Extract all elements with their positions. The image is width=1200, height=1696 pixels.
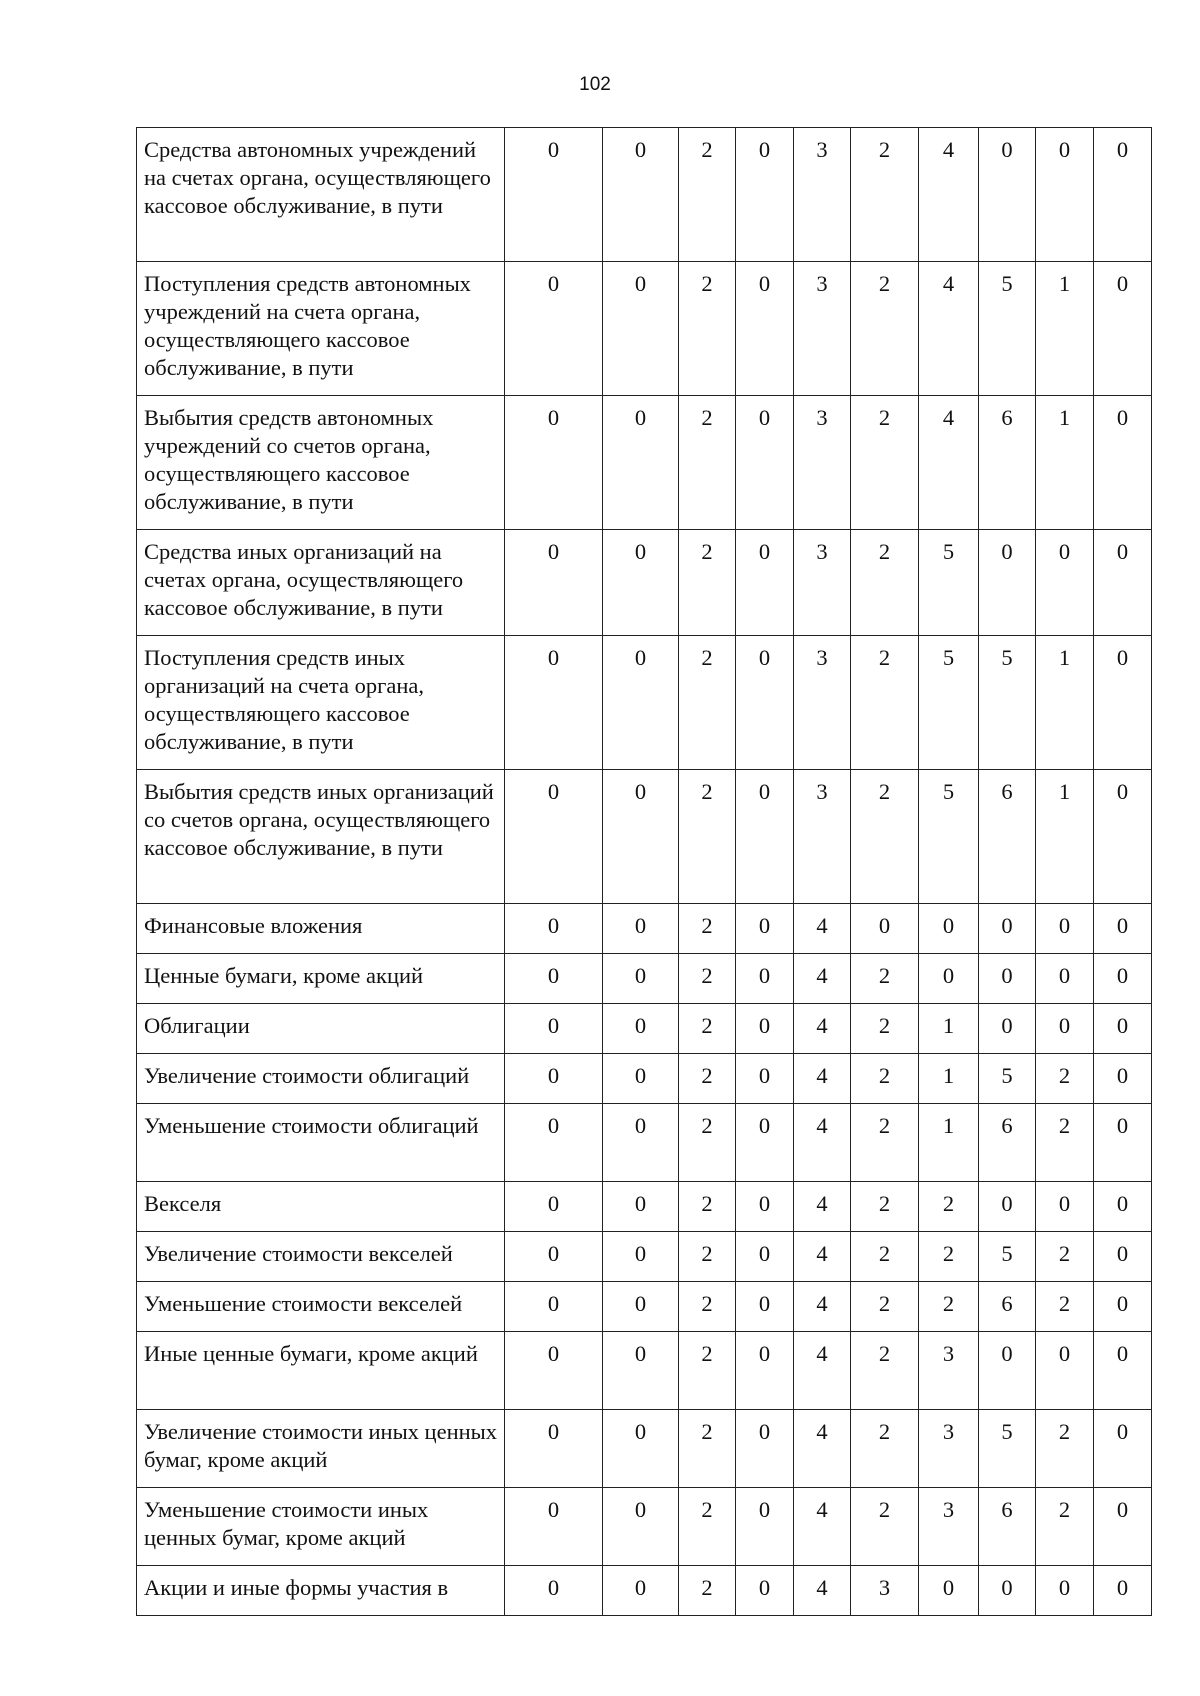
code-digit-cell: 0 [1094,1566,1152,1616]
code-digit-cell: 2 [1036,1410,1094,1488]
code-digit-cell: 0 [505,1282,603,1332]
code-digit-cell: 4 [794,1232,851,1282]
code-digit-cell: 0 [505,1054,603,1104]
code-digit-cell: 2 [851,954,919,1004]
code-digit-cell: 0 [736,1054,794,1104]
code-digit-cell: 2 [679,770,736,904]
table-row [137,1054,1152,1104]
code-digit-cell: 0 [736,1566,794,1616]
code-digit-cell: 0 [505,128,603,262]
code-digit-cell: 0 [603,1332,679,1410]
code-digit-cell: 2 [679,1054,736,1104]
code-digit-cell: 0 [505,1566,603,1616]
code-digit-cell: 4 [794,1104,851,1182]
code-digit-cell: 0 [603,1182,679,1232]
code-digit-cell: 0 [505,1332,603,1410]
code-digit-cell: 0 [505,1004,603,1054]
code-digit-cell: 0 [1094,1410,1152,1488]
account-name-cell: Поступления средств иных организаций на счета органа, осуществляющего кассовое обслуживание, в пути [137,636,505,770]
code-digit-cell: 0 [505,530,603,636]
code-digit-cell: 1 [919,1054,979,1104]
code-digit-cell: 0 [736,1004,794,1054]
account-codes-table [136,127,1152,1616]
code-digit-cell: 2 [851,1232,919,1282]
code-digit-cell: 1 [1036,636,1094,770]
account-name-cell: Поступления средств автономных учреждений на счета органа, осуществляющего кассовое обслуживание, в пути [137,262,505,396]
code-digit-cell: 0 [603,954,679,1004]
code-digit-cell: 4 [794,1332,851,1410]
code-digit-cell: 0 [603,1282,679,1332]
code-digit-cell: 0 [603,770,679,904]
code-digit-cell: 0 [919,1566,979,1616]
code-digit-cell: 4 [794,1282,851,1332]
table-row [137,1282,1152,1332]
code-digit-cell: 0 [979,128,1036,262]
code-digit-cell: 0 [979,1332,1036,1410]
code-digit-cell: 3 [851,1566,919,1616]
account-name-cell: Уменьшение стоимости векселей [137,1282,505,1332]
code-digit-cell: 0 [736,1104,794,1182]
code-digit-cell: 2 [851,1410,919,1488]
table-row [137,770,1152,904]
code-digit-cell: 0 [736,1282,794,1332]
code-digit-cell: 5 [919,636,979,770]
code-digit-cell: 2 [919,1282,979,1332]
code-digit-cell: 0 [736,770,794,904]
code-digit-cell: 0 [1036,128,1094,262]
code-digit-cell: 2 [851,636,919,770]
code-digit-cell: 0 [979,1566,1036,1616]
code-digit-cell: 0 [979,530,1036,636]
code-digit-cell: 0 [1094,1488,1152,1566]
table-row [137,636,1152,770]
account-name-cell: Иные ценные бумаги, кроме акций [137,1332,505,1410]
code-digit-cell: 2 [679,530,736,636]
table-row [137,1332,1152,1410]
account-name-cell: Выбытия средств автономных учреждений со счетов органа, осуществляющего кассовое обслуживание, в пути [137,396,505,530]
account-name-cell: Уменьшение стоимости иных ценных бумаг, кроме акций [137,1488,505,1566]
code-digit-cell: 0 [603,1488,679,1566]
code-digit-cell: 2 [679,1104,736,1182]
account-name-cell: Уменьшение стоимости облигаций [137,1104,505,1182]
code-digit-cell: 3 [794,636,851,770]
code-digit-cell: 0 [1094,1104,1152,1182]
code-digit-cell: 2 [679,1488,736,1566]
code-digit-cell: 0 [736,954,794,1004]
code-digit-cell: 0 [736,1488,794,1566]
code-digit-cell: 2 [851,1054,919,1104]
code-digit-cell: 2 [851,770,919,904]
code-digit-cell: 2 [679,1004,736,1054]
code-digit-cell: 0 [736,1182,794,1232]
code-digit-cell: 0 [736,530,794,636]
code-digit-cell: 2 [679,1182,736,1232]
code-digit-cell: 4 [794,1182,851,1232]
code-digit-cell: 2 [1036,1488,1094,1566]
code-digit-cell: 2 [919,1232,979,1282]
code-digit-cell: 0 [603,128,679,262]
code-digit-cell: 0 [1094,262,1152,396]
table-row [137,530,1152,636]
code-digit-cell: 4 [919,396,979,530]
account-name-cell: Выбытия средств иных организаций со счетов органа, осуществляющего кассовое обслуживание, в пути [137,770,505,904]
code-digit-cell: 2 [679,954,736,1004]
code-digit-cell: 1 [919,1004,979,1054]
code-digit-cell: 0 [505,396,603,530]
code-digit-cell: 0 [603,396,679,530]
code-digit-cell: 0 [736,262,794,396]
code-digit-cell: 6 [979,1488,1036,1566]
code-digit-cell: 0 [1036,530,1094,636]
code-digit-cell: 2 [679,128,736,262]
code-digit-cell: 0 [736,636,794,770]
code-digit-cell: 0 [979,1182,1036,1232]
code-digit-cell: 0 [1036,954,1094,1004]
code-digit-cell: 0 [1094,1004,1152,1054]
table-row [137,1004,1152,1054]
code-digit-cell: 2 [679,636,736,770]
code-digit-cell: 3 [919,1332,979,1410]
code-digit-cell: 3 [794,396,851,530]
table-row [137,1182,1152,1232]
code-digit-cell: 0 [603,1410,679,1488]
account-name-cell: Акции и иные формы участия в [137,1566,505,1616]
code-digit-cell: 5 [919,530,979,636]
code-digit-cell: 4 [794,1004,851,1054]
code-digit-cell: 1 [1036,262,1094,396]
code-digit-cell: 2 [851,396,919,530]
table-row [137,128,1152,262]
table-row [137,1104,1152,1182]
code-digit-cell: 6 [979,770,1036,904]
code-digit-cell: 5 [979,1054,1036,1104]
code-digit-cell: 0 [919,954,979,1004]
code-digit-cell: 2 [851,1488,919,1566]
table-row [137,954,1152,1004]
table-row [137,396,1152,530]
code-digit-cell: 1 [1036,770,1094,904]
account-name-cell: Увеличение стоимости облигаций [137,1054,505,1104]
code-digit-cell: 2 [679,1410,736,1488]
code-digit-cell: 0 [919,904,979,954]
code-digit-cell: 0 [505,1182,603,1232]
code-digit-cell: 0 [603,636,679,770]
code-digit-cell: 6 [979,396,1036,530]
code-digit-cell: 2 [1036,1104,1094,1182]
code-digit-cell: 0 [851,904,919,954]
account-name-cell: Финансовые вложения [137,904,505,954]
code-digit-cell: 2 [679,396,736,530]
code-digit-cell: 0 [1094,1182,1152,1232]
code-digit-cell: 2 [851,1332,919,1410]
code-digit-cell: 4 [794,1410,851,1488]
code-digit-cell: 0 [603,262,679,396]
table-row [137,262,1152,396]
code-digit-cell: 0 [603,1232,679,1282]
code-digit-cell: 2 [679,1566,736,1616]
code-digit-cell: 0 [505,770,603,904]
code-digit-cell: 3 [794,770,851,904]
code-digit-cell: 0 [736,1410,794,1488]
code-digit-cell: 0 [505,262,603,396]
code-digit-cell: 5 [979,1410,1036,1488]
code-digit-cell: 4 [794,1488,851,1566]
code-digit-cell: 3 [794,128,851,262]
code-digit-cell: 0 [1094,636,1152,770]
code-digit-cell: 0 [1094,530,1152,636]
code-digit-cell: 2 [679,1332,736,1410]
code-digit-cell: 0 [603,904,679,954]
code-digit-cell: 0 [1094,1332,1152,1410]
code-digit-cell: 3 [794,262,851,396]
code-digit-cell: 5 [979,636,1036,770]
code-digit-cell: 0 [1094,128,1152,262]
code-digit-cell: 0 [1036,1332,1094,1410]
code-digit-cell: 1 [919,1104,979,1182]
account-name-cell: Векселя [137,1182,505,1232]
code-digit-cell: 0 [505,1488,603,1566]
code-digit-cell: 0 [603,530,679,636]
code-digit-cell: 0 [1036,1182,1094,1232]
code-digit-cell: 5 [979,262,1036,396]
code-digit-cell: 0 [505,636,603,770]
account-name-cell: Облигации [137,1004,505,1054]
code-digit-cell: 0 [603,1054,679,1104]
account-name-cell: Ценные бумаги, кроме акций [137,954,505,1004]
code-digit-cell: 2 [851,1104,919,1182]
code-digit-cell: 0 [1094,904,1152,954]
code-digit-cell: 2 [851,1282,919,1332]
table-row [137,1566,1152,1616]
code-digit-cell: 0 [505,954,603,1004]
code-digit-cell: 0 [1036,904,1094,954]
code-digit-cell: 0 [1094,396,1152,530]
code-digit-cell: 0 [1036,1004,1094,1054]
code-digit-cell: 2 [851,262,919,396]
table-row [137,1488,1152,1566]
code-digit-cell: 6 [979,1282,1036,1332]
code-digit-cell: 2 [1036,1232,1094,1282]
code-digit-cell: 0 [979,954,1036,1004]
code-digit-cell: 2 [679,904,736,954]
code-digit-cell: 0 [1094,1232,1152,1282]
code-digit-cell: 0 [1036,1566,1094,1616]
code-digit-cell: 0 [736,904,794,954]
page-number: 102 [579,74,611,95]
account-name-cell: Средства автономных учреждений на счетах органа, осуществляющего кассовое обслуживание, в пути [137,128,505,262]
code-digit-cell: 0 [736,396,794,530]
table-row [137,1232,1152,1282]
code-digit-cell: 2 [851,128,919,262]
code-digit-cell: 4 [794,904,851,954]
code-digit-cell: 3 [794,530,851,636]
code-digit-cell: 2 [851,1004,919,1054]
code-digit-cell: 2 [679,1232,736,1282]
code-digit-cell: 1 [1036,396,1094,530]
code-digit-cell: 3 [919,1488,979,1566]
code-digit-cell: 0 [603,1566,679,1616]
code-digit-cell: 2 [919,1182,979,1232]
code-digit-cell: 2 [1036,1282,1094,1332]
code-digit-cell: 2 [1036,1054,1094,1104]
code-digit-cell: 0 [736,128,794,262]
code-digit-cell: 5 [979,1232,1036,1282]
table-row [137,904,1152,954]
code-digit-cell: 4 [794,954,851,1004]
code-digit-cell: 0 [979,904,1036,954]
code-digit-cell: 4 [794,1054,851,1104]
code-digit-cell: 2 [679,1282,736,1332]
code-digit-cell: 0 [505,1410,603,1488]
account-name-cell: Увеличение стоимости иных ценных бумаг, кроме акций [137,1410,505,1488]
code-digit-cell: 3 [919,1410,979,1488]
table-row [137,1410,1152,1488]
code-digit-cell: 0 [979,1004,1036,1054]
code-digit-cell: 0 [505,1232,603,1282]
code-digit-cell: 4 [919,128,979,262]
code-digit-cell: 6 [979,1104,1036,1182]
code-digit-cell: 0 [603,1004,679,1054]
code-digit-cell: 5 [919,770,979,904]
code-digit-cell: 0 [736,1232,794,1282]
code-digit-cell: 0 [736,1332,794,1410]
code-digit-cell: 2 [851,530,919,636]
code-digit-cell: 0 [505,1104,603,1182]
code-digit-cell: 0 [1094,954,1152,1004]
code-digit-cell: 0 [1094,770,1152,904]
code-digit-cell: 0 [1094,1282,1152,1332]
code-digit-cell: 0 [1094,1054,1152,1104]
account-name-cell: Увеличение стоимости векселей [137,1232,505,1282]
code-digit-cell: 2 [679,262,736,396]
code-digit-cell: 0 [603,1104,679,1182]
code-digit-cell: 0 [505,904,603,954]
account-name-cell: Средства иных организаций на счетах органа, осуществляющего кассовое обслуживание, в пути [137,530,505,636]
code-digit-cell: 4 [919,262,979,396]
code-digit-cell: 4 [794,1566,851,1616]
code-digit-cell: 2 [851,1182,919,1232]
